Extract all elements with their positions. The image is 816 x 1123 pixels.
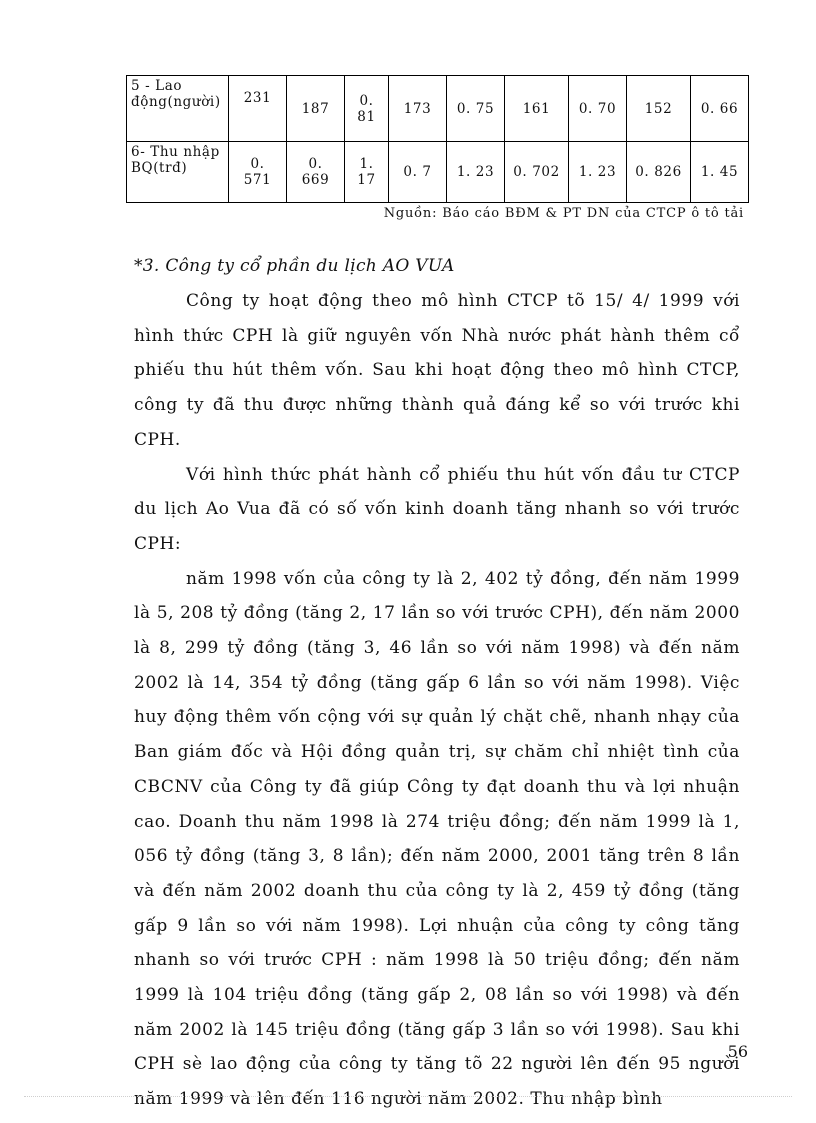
cell-value: 1. 17 bbox=[357, 156, 376, 188]
table-row bbox=[127, 76, 749, 142]
table-cell: 1. 45 bbox=[691, 142, 749, 203]
cell-value: 0. 669 bbox=[301, 156, 330, 188]
table-cell: 1. 23 bbox=[447, 142, 505, 203]
table-cell bbox=[229, 142, 287, 203]
page-bottom-divider bbox=[24, 1096, 792, 1097]
table-cell bbox=[287, 142, 345, 203]
section-heading: *3. Công ty cổ phần du lịch AO VUA bbox=[134, 256, 455, 276]
cell-value: 0. 571 bbox=[243, 156, 272, 188]
row-label: 6- Thu nhập BQ(trđ) bbox=[127, 142, 229, 203]
body-text bbox=[134, 284, 740, 1117]
table-row bbox=[127, 142, 749, 203]
table-cell: 231 bbox=[229, 76, 287, 142]
row-label: 5 - Lao động(người) bbox=[127, 76, 229, 142]
paragraph: Công ty hoạt động theo mô hình CTCP tõ 15/ 4/ 1999 với hình thức CPH là giữ nguyên vốn Nhà nước phát hành thêm cổ phiếu thu hút thêm vốn. Sau khi hoạt động theo mô hình CTCP, công ty đã thu được những thành quả đáng kể so với trước khi CPH. bbox=[134, 291, 740, 450]
table-cell: 0. 7 bbox=[389, 142, 447, 203]
statistics-table bbox=[126, 75, 749, 203]
table-cell: 0. 75 bbox=[447, 76, 505, 142]
table-cell: 0. 826 bbox=[627, 142, 691, 203]
table-cell: 152 bbox=[627, 76, 691, 142]
table-cell: 0. 702 bbox=[505, 142, 569, 203]
table-cell: 0. 66 bbox=[691, 76, 749, 142]
table-cell: 1. 23 bbox=[569, 142, 627, 203]
paragraph: Với hình thức phát hành cổ phiếu thu hút vốn đầu tư CTCP du lịch Ao Vua đã có số vốn kinh doanh tăng nhanh so với trước CPH: bbox=[134, 464, 740, 554]
table-source-note: Nguồn: Báo cáo BĐM & PT DN của CTCP ô tô tải bbox=[383, 206, 744, 221]
paragraph: năm 1998 vốn của công ty là 2, 402 tỷ đồng, đến năm 1999 là 5, 208 tỷ đồng (tăng 2, 17 lần so với trước CPH), đến năm 2000 là 8, 299 tỷ đồng (tăng 3, 46 lần so với năm 1998) và đến năm 2002 là 14, 354 tỷ đồng (tăng gấp 6 lần so với năm 1998). Việc huy động thêm vốn cộng với sự quản lý chặt chẽ, nhanh nhạy của Ban giám đốc và Hội đồng quản trị, sự chăm chỉ nhiệt tình của CBCNV của Công ty đã giúp Công ty đạt doanh thu và lợi nhuận cao. Doanh thu năm 1998 là 274 triệu đồng; đến năm 1999 là 1, 056 tỷ đồng (tăng 3, 8 lần); đến năm 2000, 2001 tăng trên 8 lần và đến năm 2002 doanh thu của công ty là 2, 459 tỷ đồng (tăng gấp 9 lần so với năm 1998). Lợi nhuận của công ty công tăng nhanh so với trước CPH : năm 1998 là 50 triệu đồng; đến năm 1999 là 104 triệu đồng (tăng gấp 2, 08 lần so với 1998) và đến năm 2002 là 145 triệu đồng (tăng gấp 3 lần so với 1998). Sau khi CPH sè lao động của công ty tăng tõ 22 người lên đến 95 người năm 1999 và lên đến 116 người năm 2002. Thu nhập bình bbox=[134, 568, 740, 1110]
page-number: 56 bbox=[727, 1042, 748, 1061]
table-cell: 0. 70 bbox=[569, 76, 627, 142]
table-cell: 187 bbox=[287, 76, 345, 142]
table-cell bbox=[345, 142, 389, 203]
table-cell bbox=[345, 76, 389, 142]
table-cell: 173 bbox=[389, 76, 447, 142]
cell-value: 0. 81 bbox=[357, 92, 376, 125]
table-cell: 161 bbox=[505, 76, 569, 142]
